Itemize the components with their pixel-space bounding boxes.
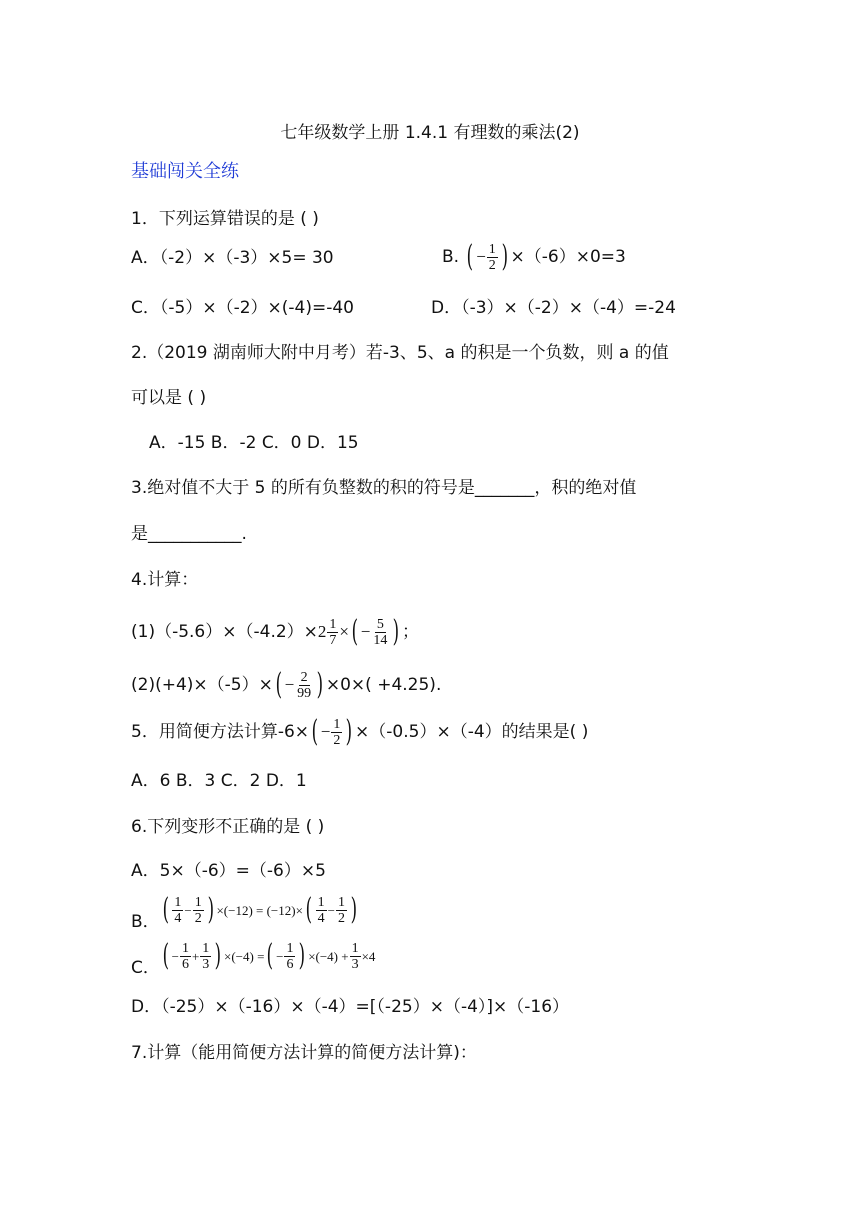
q1-option-d: D．（-3）×（-2）×（-4）=-24: [431, 298, 676, 318]
q1-option-c: C．（-5）×（-2）×(-4)=-40: [131, 298, 354, 318]
fraction: $\frac{1}{2}$: [488, 241, 496, 273]
fraction: $\frac{1}{2}$: [338, 894, 345, 926]
q2-options: A．-15 B．-2 C．0 D．15: [149, 433, 359, 453]
q6-option-b: B．( $\frac{1}{4}$ − $\frac{1}{2}$ ) ×(−12) = (−12)×( $\frac{1}{4}$ − $\frac{1}{2}$ ): [131, 892, 358, 932]
fraction: $\frac{2}{99}$: [297, 669, 312, 701]
q2-stem-line2: 可以是 ( ): [131, 388, 207, 408]
q6-option-d: D．（-25）×（-16）×（-4）=[（-25）×（-4）]×（-16）: [131, 997, 570, 1017]
fraction: $\frac{1}{4}$: [317, 894, 325, 926]
fraction: $\frac{1}{2}$: [194, 894, 202, 926]
q5-options: A．6 B．3 C．2 D．1: [131, 771, 307, 791]
q3-line1: 3.绝对值不大于 5 的所有负整数的积的符号是_______，积的绝对值: [131, 478, 637, 498]
fraction: $\frac{1}{7}$: [329, 616, 337, 648]
q6-stem: 6.下列变形不正确的是 ( ): [131, 817, 325, 837]
q1-option-a: A．（-2）×（-3）×5= 30: [131, 248, 334, 268]
q1-option-b: B. ( − $\frac{1}{2}$ ) ×（-6）×0=3: [442, 239, 626, 274]
q1-stem: 1．下列运算错误的是 ( ): [131, 209, 319, 229]
fraction: $\frac{1}{3}$: [351, 940, 359, 972]
fraction: $\frac{1}{3}$: [202, 940, 210, 972]
q7-stem: 7.计算（能用简便方法计算的简便方法计算)：: [131, 1043, 477, 1063]
fraction: $\frac{1}{6}$: [181, 940, 189, 972]
q6-option-a: A．5×（-6）=（-6）×5: [131, 861, 326, 881]
section-heading: 基础闯关全练: [131, 161, 239, 182]
fraction: $\frac{1}{2}$: [333, 716, 341, 748]
q4-part1: (1)（-5.6）×（-4.2）×2 $\frac{1}{7}$ ×( − $\frac{5}{14}$ ) ；: [131, 614, 420, 649]
q4-stem: 4.计算：: [131, 570, 199, 590]
fraction: $\frac{1}{4}$: [174, 894, 182, 926]
q4-part2: (2)(+4)×（-5）×( − $\frac{2}{99}$ ) ×0×( +4.25).: [131, 667, 442, 702]
fraction: $\frac{5}{14}$: [373, 616, 388, 648]
q6-option-c: C．( − $\frac{1}{6}$ + $\frac{1}{3}$ ) ×(−4) =( − $\frac{1}{6}$ ) ×(−4) + $\frac{1}{3}$ ×4: [131, 938, 376, 978]
page-title: 七年级数学上册 1.4.1 有理数的乘法(2): [280, 123, 580, 143]
q3-line2: 是___________.: [131, 524, 247, 544]
q2-stem-line1: 2.（2019 湖南师大附中月考）若-3、5、a 的积是一个负数，则 a 的值: [131, 343, 669, 363]
q5-stem: 5．用简便方法计算-6×( − $\frac{1}{2}$ ) ×（-0.5）×（-4）的结果是( ): [131, 714, 589, 749]
fraction: $\frac{1}{6}$: [286, 940, 294, 972]
